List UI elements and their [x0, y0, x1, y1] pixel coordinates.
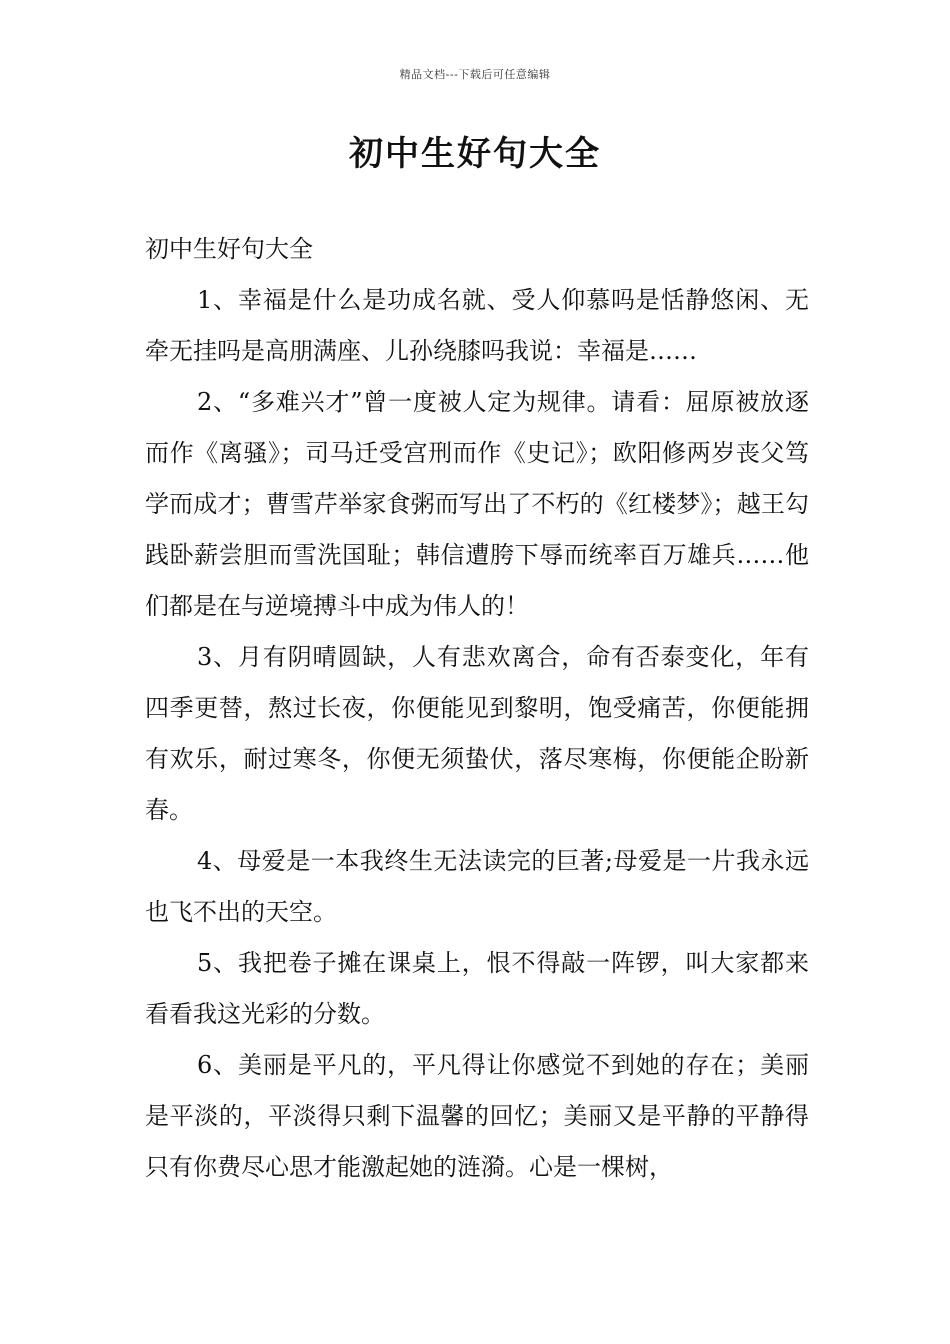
header-note: 精品文档---下载后可任意编辑: [399, 68, 551, 81]
paragraph-5: 5、我把卷子摊在课桌上，恨不得敲一阵锣，叫大家都来看看我这光彩的分数。: [145, 949, 809, 1028]
paragraph-1: 1、幸福是什么是功成名就、受人仰慕吗是恬静悠闲、无牵无挂吗是高朋满座、儿孙绕膝吗我说：幸福是……: [145, 286, 809, 365]
document-body: [145, 224, 809, 1193]
paragraph-2: 2、“多难兴才”曾一度被人定为规律。请看：屈原被放逐而作《离骚》；司马迁受宫刑而作《史记》；欧阳修两岁丧父笃学而成才；曹雪芹举家食粥而写出了不朽的《红楼梦》；越王勾践卧薪尝胆而雪洗国耻；韩信遭胯下辱而统率百万雄兵……他们都是在与逆境搏斗中成为伟人的！: [145, 388, 809, 620]
paragraph-6: 6、美丽是平凡的，平凡得让你感觉不到她的存在；美丽是平淡的，平淡得只剩下温馨的回忆；美丽又是平静的平静得只有你费尽心思才能激起她的涟漪。心是一棵树，: [145, 1051, 809, 1181]
body-subtitle: 初中生好句大全: [145, 235, 313, 263]
paragraph-3: 3、月有阴晴圆缺，人有悲欢离合，命有否泰变化，年有四季更替，熬过长夜，你便能见到黎明，饱受痛苦，你便能拥有欢乐，耐过寒冬，你便无须蛰伏，落尽寒梅，你便能企盼新春。: [145, 643, 809, 824]
document-title: 初中生好句大全: [349, 134, 601, 174]
paragraph-4: 4、母爱是一本我终生无法读完的巨著;母爱是一片我永远也飞不出的天空。: [145, 847, 809, 926]
